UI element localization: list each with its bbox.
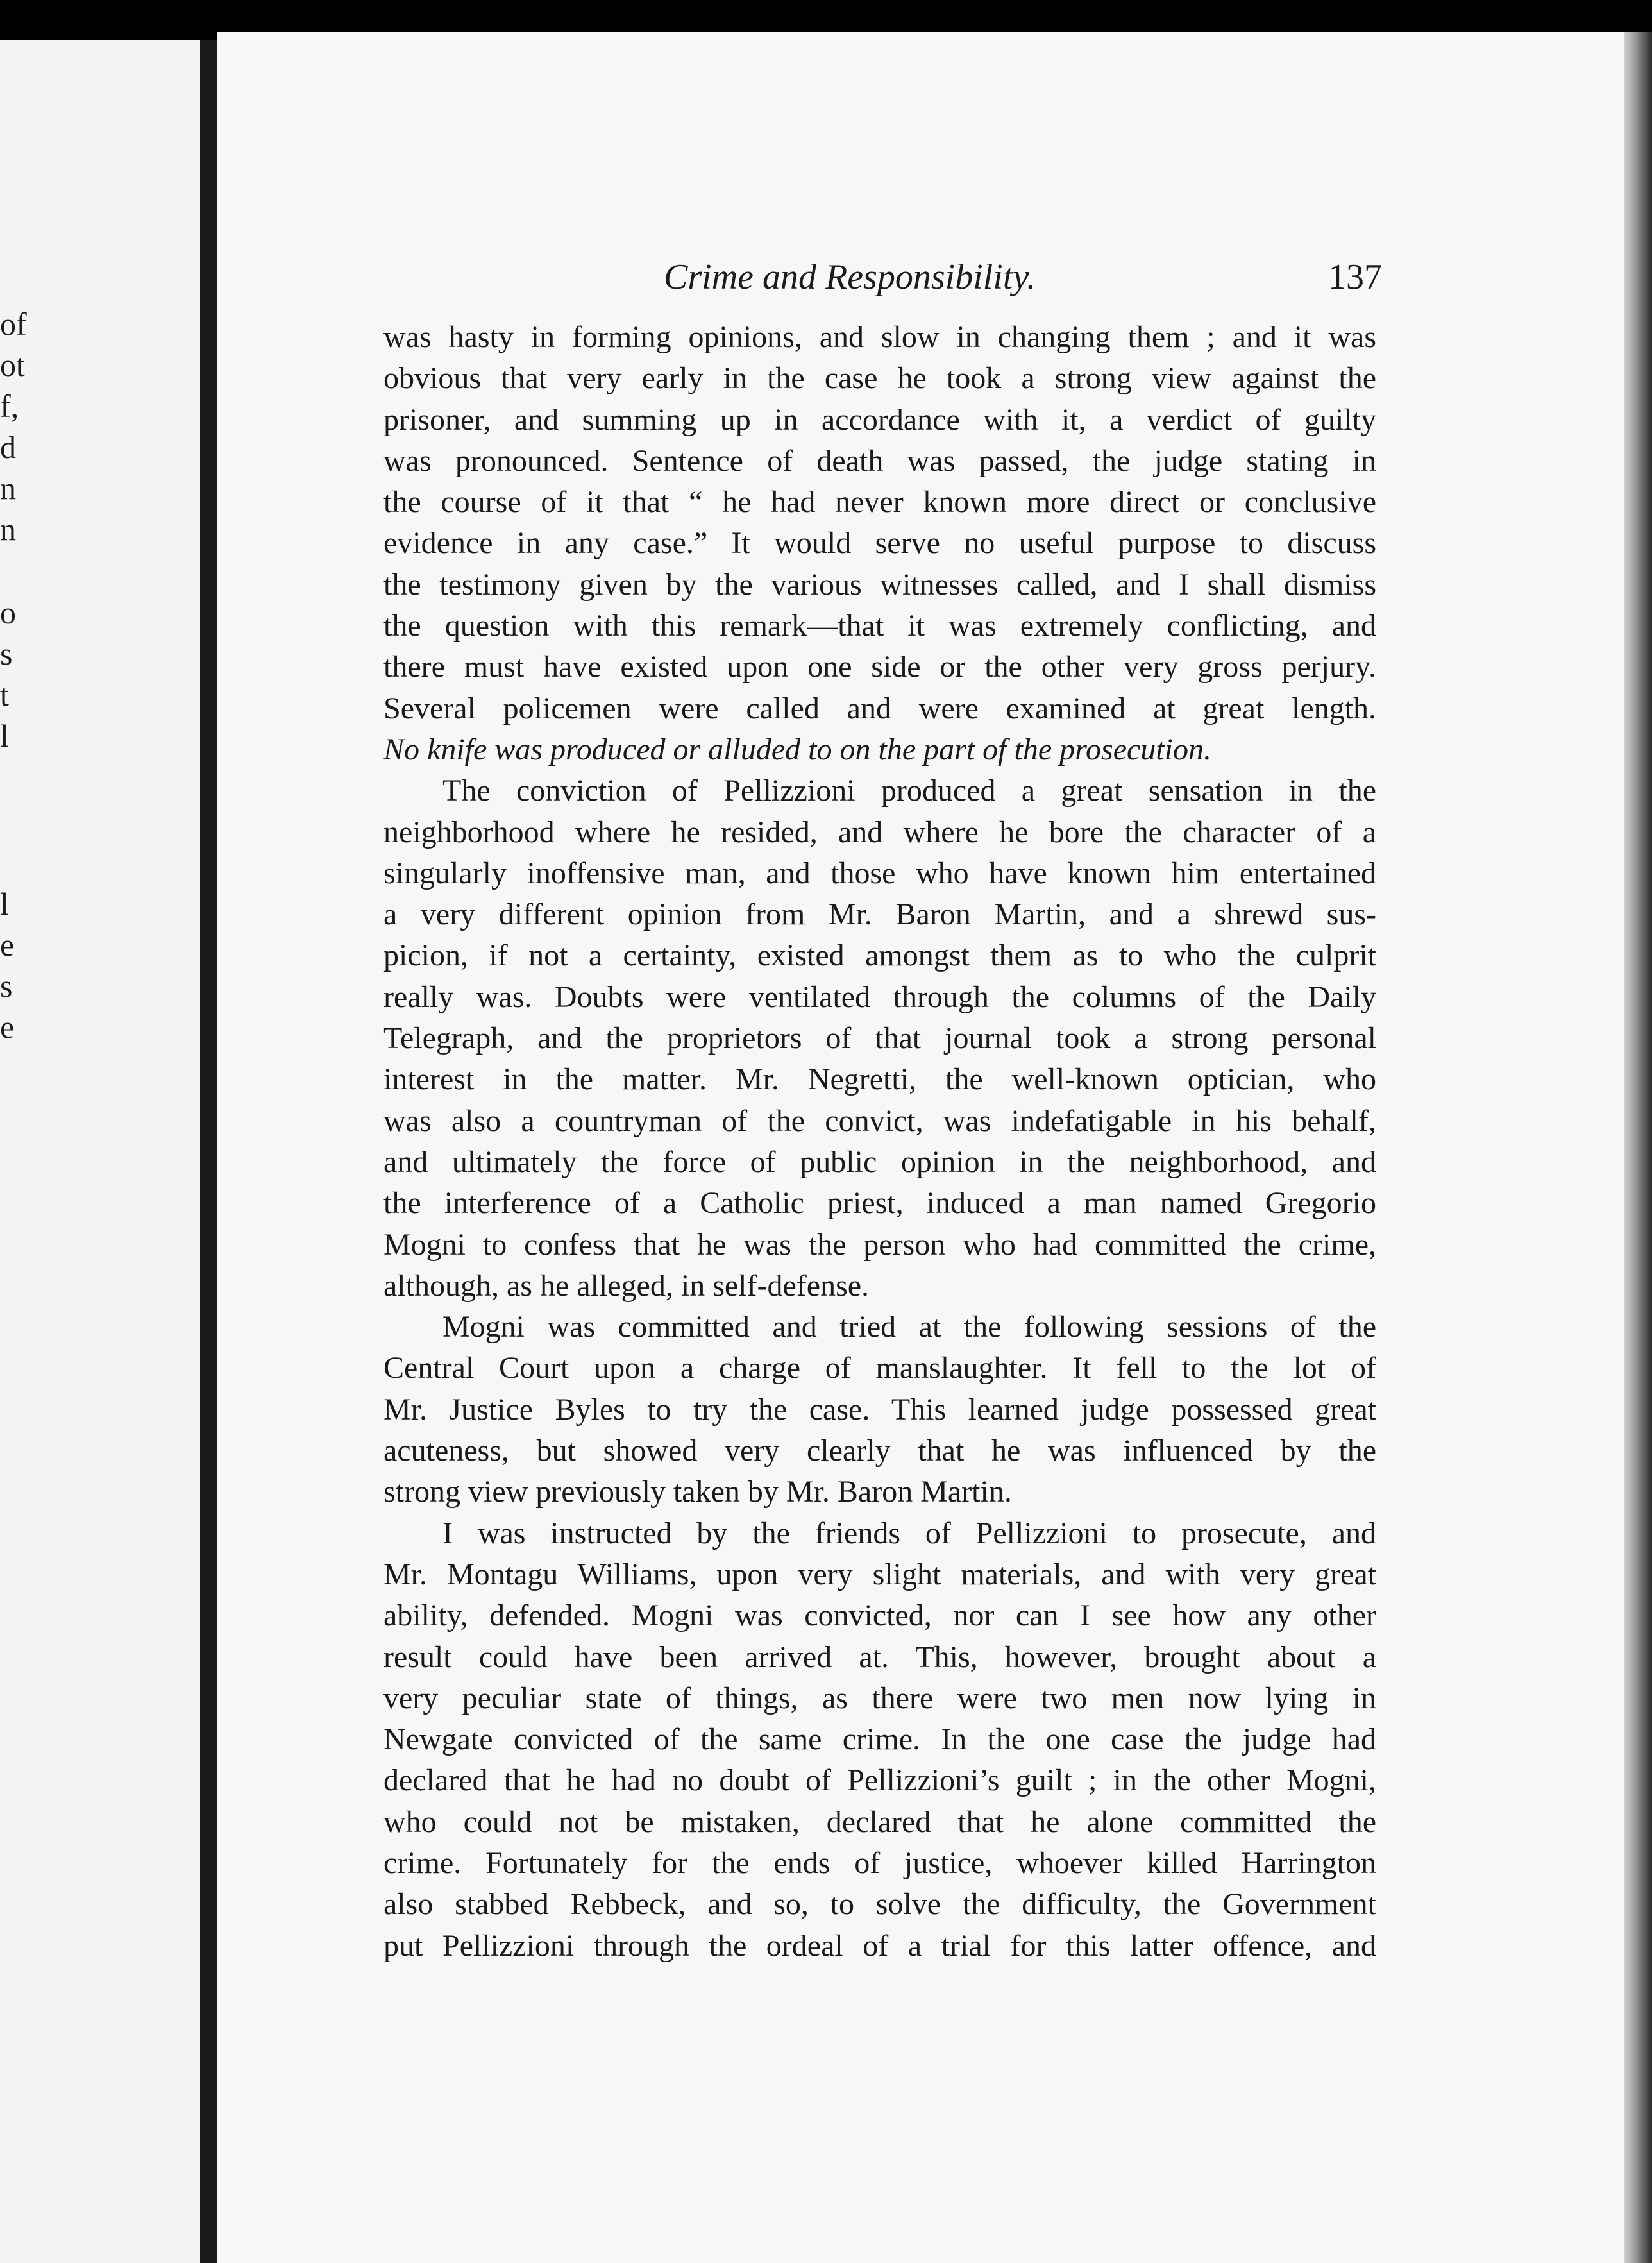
book-gutter <box>200 40 217 2263</box>
text-line: Telegraph, and the proprietors of that journal took a strong personal <box>384 1021 1376 1056</box>
text-line: the interference of a Catholic priest, induced a man named Gregorio <box>384 1186 1376 1221</box>
text-line: Mr. Justice Byles to try the case. This learned judge possessed great <box>384 1392 1376 1427</box>
text-line: and ultimately the force of public opinion in the neighborhood, and <box>384 1144 1376 1179</box>
text-line: prisoner, and summing up in accordance with it, a verdict of guilty <box>384 402 1376 437</box>
text-line: evidence in any case.” It would serve no useful purpose to discuss <box>384 526 1376 561</box>
text-line: obvious that very early in the case he took a strong view against the <box>384 361 1376 396</box>
paragraph-end-line: although, as he alleged, in self-defense. <box>384 1268 870 1303</box>
left-page-sliver <box>0 40 200 2263</box>
left-fragment: e <box>0 927 15 963</box>
text-line: declared that he had no doubt of Pellizzioni’s guilt ; in the other Mogni, <box>384 1763 1376 1798</box>
text-line: really was. Doubts were ventilated through the columns of the Daily <box>384 979 1376 1014</box>
text-line: put Pellizzioni through the ordeal of a trial for this latter offence, and <box>384 1928 1376 1963</box>
left-fragment: o <box>0 595 16 631</box>
text-line: also stabbed Rebbeck, and so, to solve the difficulty, the Government <box>384 1887 1376 1922</box>
text-line: interest in the matter. Mr. Negretti, the well-known optician, who <box>384 1062 1376 1097</box>
left-fragment: l <box>0 886 9 922</box>
text-line: Mr. Montagu Williams, upon very slight materials, and with very great <box>384 1557 1376 1591</box>
left-fragment: s <box>0 636 13 672</box>
left-fragment: d <box>0 429 16 465</box>
text-line: was also a countryman of the convict, was indefatigable in his behalf, <box>384 1103 1376 1138</box>
paragraph-start-line: The conviction of Pellizzioni produced a great sensation in the <box>442 774 1376 808</box>
paragraph-start-line: I was instructed by the friends of Pellizzioni to prosecute, and <box>442 1516 1376 1550</box>
left-fragment: of <box>0 306 27 342</box>
left-fragment: n <box>0 511 16 547</box>
paragraph-start-line: Mogni was committed and tried at the following sessions of the <box>442 1310 1376 1344</box>
italic-emphasis-line: No knife was produced or alluded to on the part of the prosecution. <box>384 732 1211 767</box>
page-edge-shadow <box>1624 32 1652 2263</box>
left-fragment: s <box>0 968 13 1004</box>
left-fragment: f, <box>0 388 19 424</box>
text-line: Newgate convicted of the same crime. In the one case the judge had <box>384 1722 1376 1757</box>
text-line: acuteness, but showed very clearly that he was influenced by the <box>384 1434 1376 1468</box>
text-line: very peculiar state of things, as there were two men now lying in <box>384 1681 1376 1715</box>
text-line: was hasty in forming opinions, and slow in changing them ; and it was <box>384 320 1376 354</box>
body-text <box>384 317 1376 1967</box>
text-line: ability, defended. Mogni was convicted, nor can I see how any other <box>384 1598 1376 1633</box>
left-fragment: l <box>0 718 9 754</box>
text-line: a very different opinion from Mr. Baron Martin, and a shrewd sus- <box>384 897 1376 932</box>
page-number: 137 <box>1328 257 1382 297</box>
text-line: picion, if not a certainty, existed amongst them as to who the culprit <box>384 938 1376 973</box>
left-fragment: e <box>0 1009 15 1045</box>
text-line: result could have been arrived at. This, however, brought about a <box>384 1640 1376 1674</box>
text-line: singularly inoffensive man, and those who have known him entertained <box>384 856 1376 890</box>
text-line: the question with this remark—that it was extremely conflicting, and <box>384 609 1376 643</box>
text-line: the testimony given by the various witnesses called, and I shall dismiss <box>384 567 1376 602</box>
left-fragment: n <box>0 470 16 506</box>
text-line: crime. Fortunately for the ends of justice, whoever killed Harrington <box>384 1845 1376 1880</box>
left-fragment: ot <box>0 347 25 383</box>
text-line: neighborhood where he resided, and where he bore the character of a <box>384 815 1376 849</box>
text-line: Central Court upon a charge of manslaughter. It fell to the lot of <box>384 1351 1376 1386</box>
paragraph-end-line: strong view previously taken by Mr. Baron Martin. <box>384 1475 1012 1509</box>
running-title: Crime and Responsibility. <box>664 257 1036 297</box>
text-line: Mogni to confess that he was the person who had committed the crime, <box>384 1227 1376 1262</box>
running-head <box>664 251 1382 303</box>
text-line: the course of it that “ he had never known more direct or conclusive <box>384 485 1376 520</box>
text-line: who could not be mistaken, declared that he alone committed the <box>384 1804 1376 1839</box>
text-line: Several policemen were called and were examined at great length. <box>384 691 1376 725</box>
text-line: there must have existed upon one side or the other very gross perjury. <box>384 650 1376 684</box>
text-line: was pronounced. Sentence of death was passed, the judge stating in <box>384 443 1376 478</box>
left-fragment: t <box>0 677 9 713</box>
